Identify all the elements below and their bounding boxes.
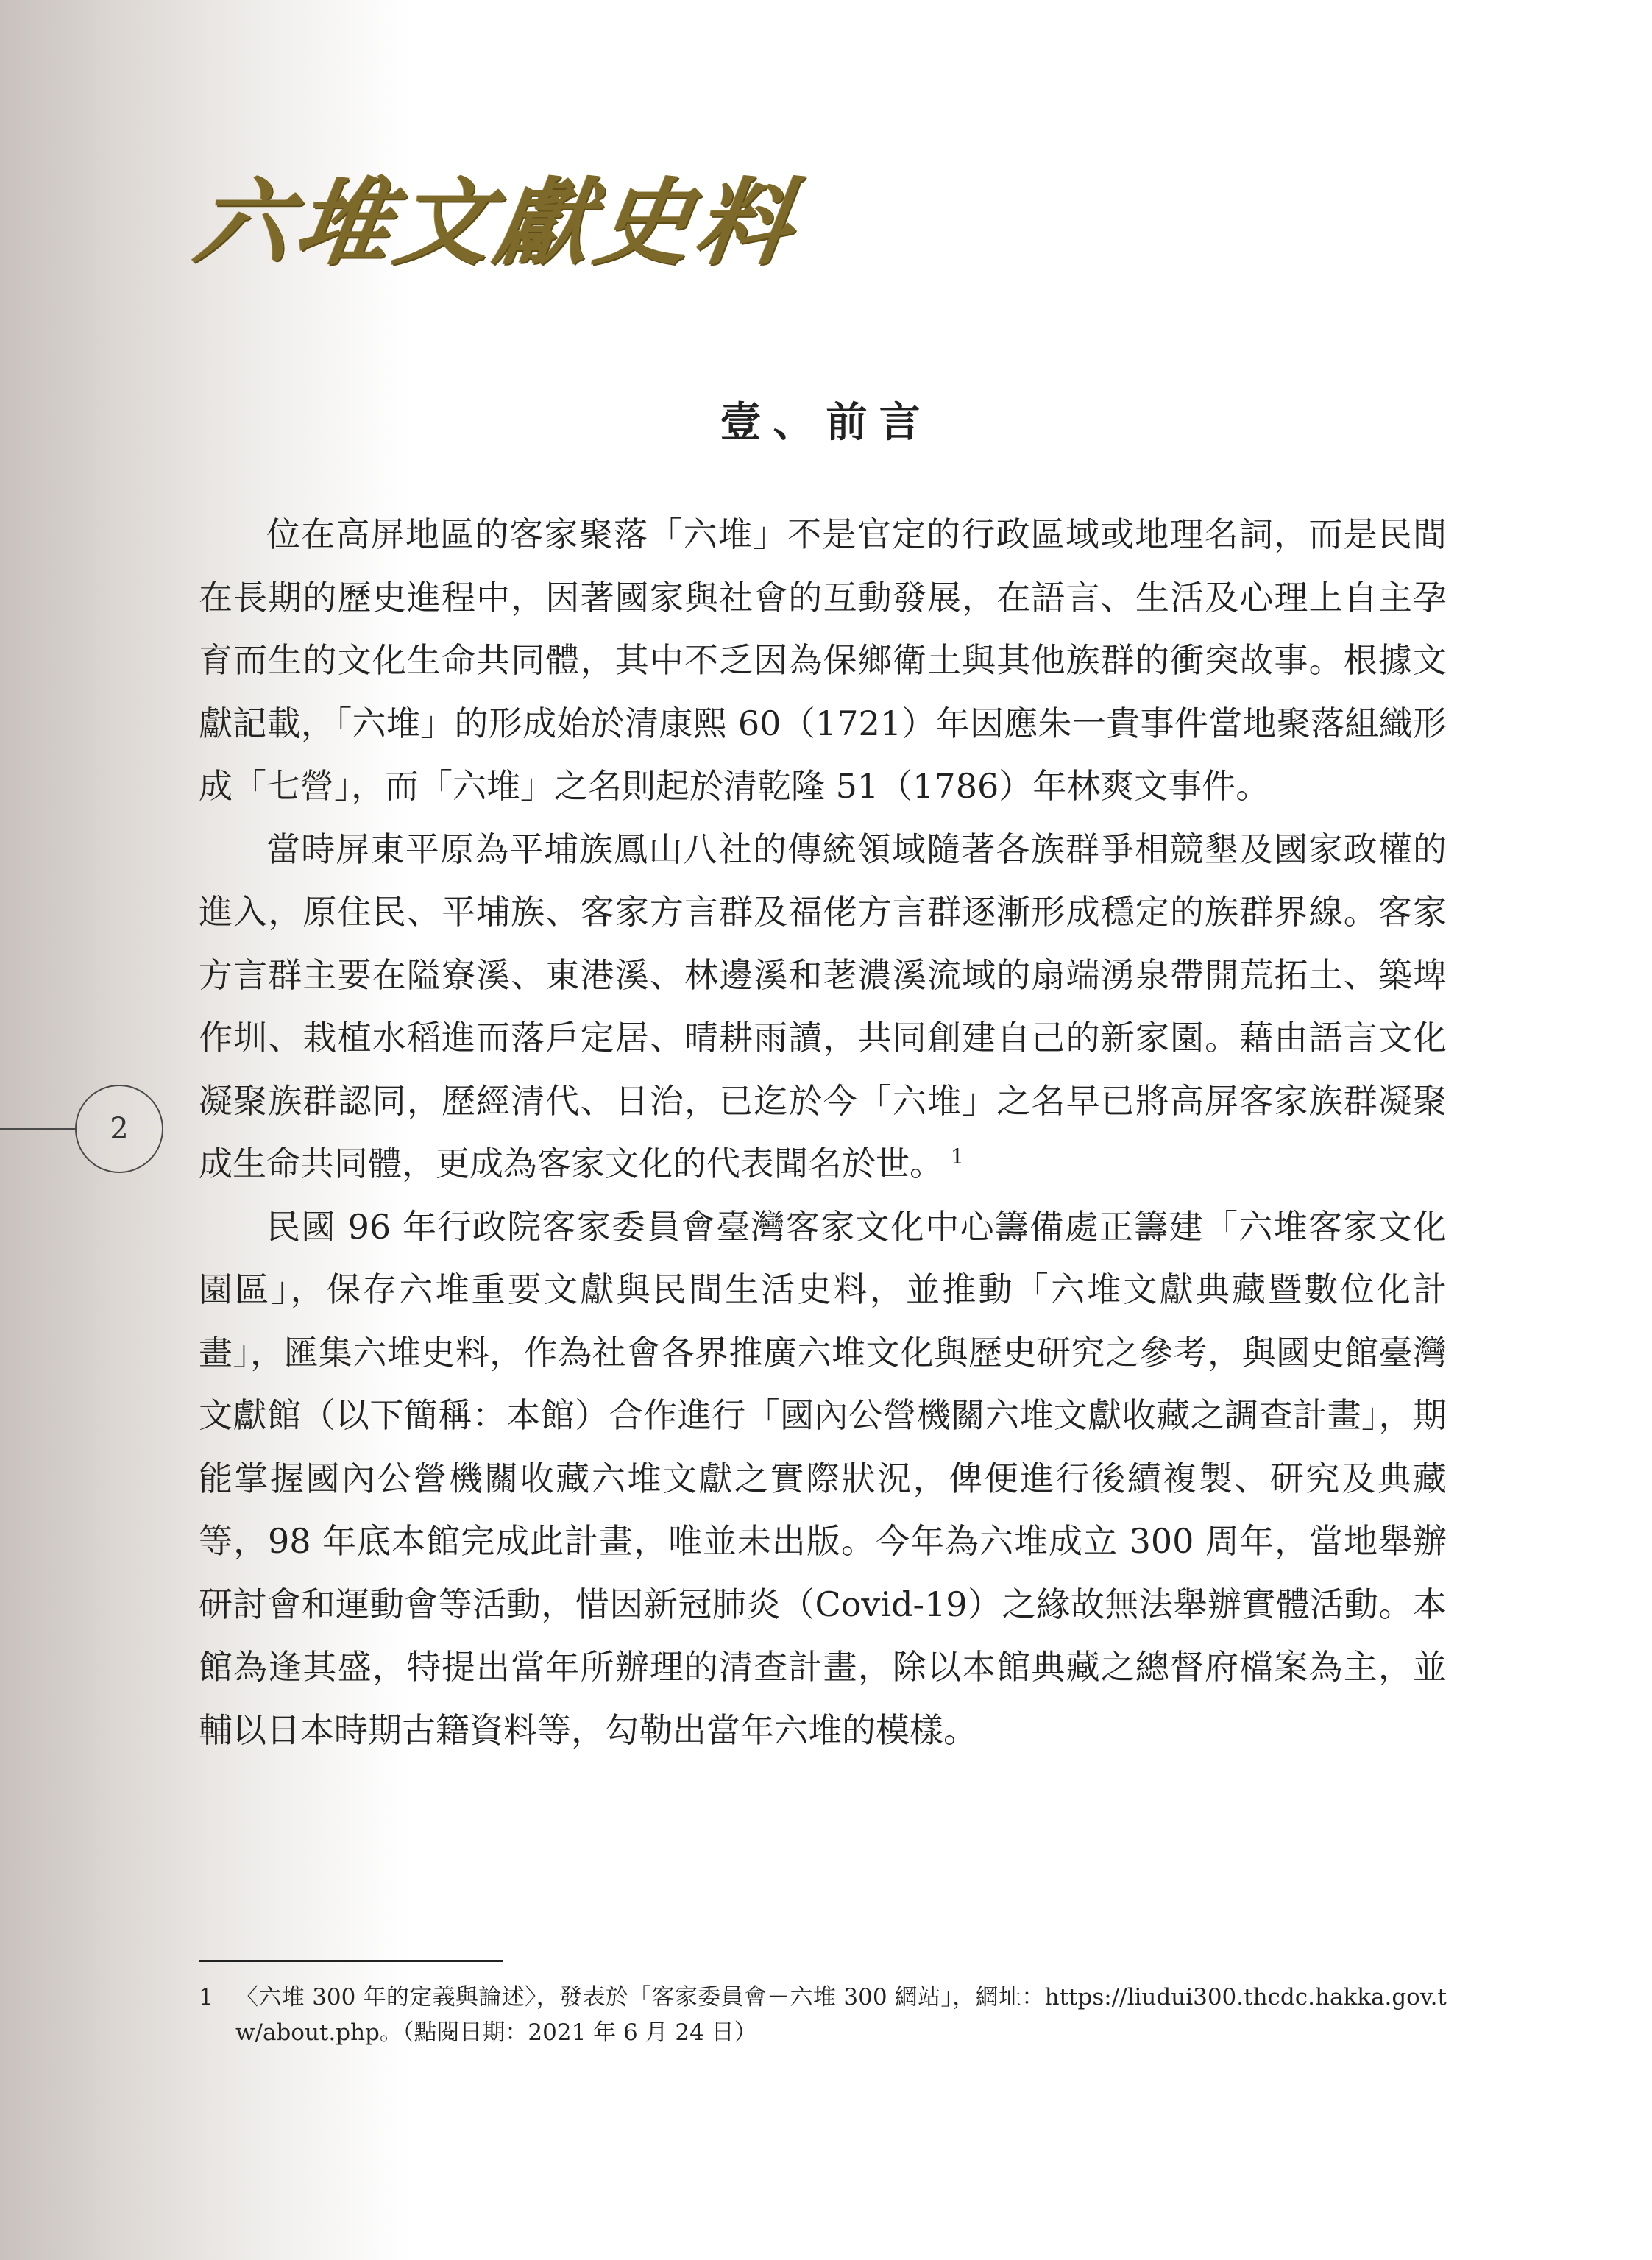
footnote-marker[interactable]: 1 <box>951 1144 964 1169</box>
footnote-text: 〈六堆 300 年的定義與論述〉，發表於「客家委員會－六堆 300 網站」，網址：https://liudui300.thcdc.hakka.gov.tw/about.php。（點閱日期：2021 年 6 月 24 日） <box>235 1984 1447 2046</box>
page-number: 2 <box>75 1085 163 1173</box>
section-title: 壹、前言 <box>720 398 932 447</box>
paragraph: 位在高屏地區的客家聚落「六堆」不是官定的行政區域或地理名詞，而是民間在長期的歷史進程中，因著國家與社會的互動發展，在語言、生活及心理上自主孕育而生的文化生命共同體，其中不乏因為保鄉衛土與其他族群的衝突故事。根據文獻記載，「六堆」的形成始於清康熙 60（1721）年因應朱一貴事件當地聚落組織形成「七營」，而「六堆」之名則起於清乾隆 51（1786）年林爽文事件。 <box>199 514 1447 806</box>
footnote-divider <box>199 1960 503 1962</box>
paragraph <box>199 818 1447 1196</box>
body-text <box>199 503 1447 1762</box>
footnote-number: 1 <box>199 1984 213 2011</box>
running-header-title: 六堆文獻史料 <box>188 168 805 278</box>
paragraph: 民國 96 年行政院客家委員會臺灣客家文化中心籌備處正籌建「六堆客家文化園區」，保存六堆重要文獻與民間生活史料，並推動「六堆文獻典藏暨數位化計畫」，匯集六堆史料，作為社會各界推廣六堆文化與歷史研究之參考，與國史館臺灣文獻館（以下簡稱：本館）合作進行「國內公營機關六堆文獻收藏之調查計畫」，期能掌握國內公營機關收藏六堆文獻之實際狀況，俾便進行後續複製、研究及典藏等，98 年底本館完成此計畫，唯並未出版。今年為六堆成立 300 周年，當地舉辦研討會和運動會等活動，惜因新冠肺炎（Covid-19）之緣故無法舉辦實體活動。本館為逢其盛，特提出當年所辦理的清查計畫，除以本館典藏之總督府檔案為主，並輔以日本時期古籍資料等，勾勒出當年六堆的模樣。 <box>199 1206 1447 1750</box>
paragraph-text: 當時屏東平原為平埔族鳳山八社的傳統領域隨著各族群爭相競墾及國家政權的進入，原住民、平埔族、客家方言群及福佬方言群逐漸形成穩定的族群界線。客家方言群主要在隘寮溪、東港溪、林邊溪和荖濃溪流域的扇端湧泉帶開荒拓土、築埤作圳、栽植水稻進而落戶定居、晴耕雨讀，共同創建自己的新家園。藉由語言文化凝聚族群認同，歷經清代、日治，已迄於今「六堆」之名早已將高屏客家族群凝聚成生命共同體，更成為客家文化的代表聞名於世。 <box>199 829 1447 1183</box>
footnote <box>199 1980 1447 2050</box>
page-number-rule <box>0 1128 77 1130</box>
